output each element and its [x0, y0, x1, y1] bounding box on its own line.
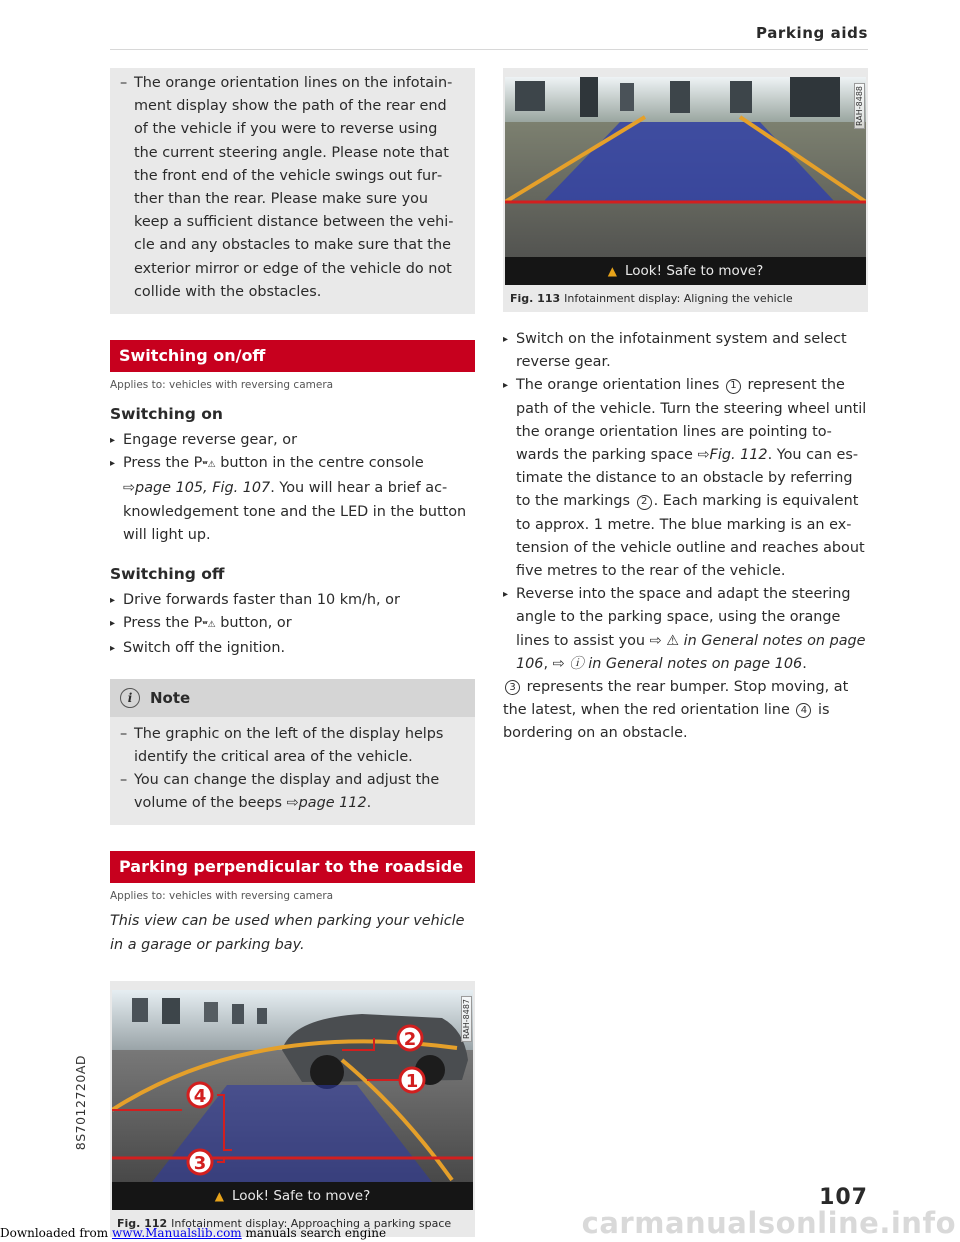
svg-text:4: 4	[193, 1085, 207, 1107]
heading-switching-off: Switching off	[110, 565, 225, 584]
header-rule	[110, 49, 868, 50]
svg-text:1: 1	[405, 1070, 419, 1092]
list-item: ▸ Engage reverse gear, or	[110, 429, 475, 452]
section-title-switching: Switching on/off	[110, 340, 475, 372]
info-icon: i	[120, 688, 140, 708]
applies-to: Applies to: vehicles with reversing camera	[110, 890, 334, 903]
page-reference-link[interactable]: ⇨page 112	[286, 795, 367, 812]
pdc-button-icon: ʷ⚠	[202, 620, 216, 631]
warning-triangle-icon: ▲	[607, 264, 617, 278]
applies-to: Applies to: vehicles with reversing camera	[110, 379, 334, 392]
pdc-button-icon: ʷ⚠	[202, 460, 216, 471]
figure-reference-link[interactable]: ⇨Fig. 112	[697, 447, 768, 464]
figure-caption: Fig. 113 Infotainment display: Aligning the vehicle	[510, 292, 793, 305]
image-tag: RAH-8488	[854, 83, 865, 129]
warning-reference-link[interactable]: ⇨ ⚠ in General notes on page 106	[516, 632, 866, 672]
camera-status-bar	[505, 257, 866, 285]
warning-continuation-box	[110, 68, 475, 314]
download-footer: Downloaded from www.Manualslib.com manuals search engine	[0, 1226, 387, 1240]
camera-image-113	[505, 77, 866, 285]
camera-status-bar	[112, 1182, 473, 1210]
procedure-list	[503, 328, 868, 746]
figure-112	[110, 981, 475, 1237]
document-code: 8S7012720AD	[73, 1055, 88, 1151]
list-item: ▸ The orange orientation lines 1 represent the path of the vehicle. Turn the steering wheel until the orange orientation lines are pointing towards the parking space ⇨Fig. 112. You can estimate the distance to an obstacle by referring to the markings 2 . Each marking is equivalent to approx. 1 metre. The blue marking is an extension of the vehicle outline and reaches about five metres to the rear of the vehicle.	[503, 374, 868, 583]
section-title-perpendicular: Parking perpendicular to the roadside	[110, 851, 475, 883]
heading-switching-on: Switching on	[110, 405, 223, 424]
callout-4: 4	[796, 703, 811, 718]
marker-3	[188, 1150, 212, 1174]
svg-text:3: 3	[193, 1152, 207, 1174]
callout-2: 2	[637, 495, 652, 510]
marker-1	[400, 1068, 424, 1092]
marker-4	[188, 1083, 212, 1107]
svg-text:2: 2	[403, 1028, 417, 1050]
note-header	[110, 679, 475, 717]
list-item: ▸ Drive forwards faster than 10 km/h, or	[110, 589, 475, 612]
list-item: ▸ Press the Pʷ⚠ button in the centre console ⇨page 105, Fig. 107. You will hear a brief acknowledgement tone and the LED in the button will light up.	[110, 452, 475, 547]
figure-caption: Fig. 112 Infotainment display: Approaching a parking space	[117, 1216, 452, 1230]
page-number: 107	[819, 1185, 868, 1210]
list-item: ▸ Reverse into the space and adapt the steering angle to the parking space, using the orange lines to assist you ⇨ ⚠ in General notes on page 106, ⇨ ⓘ in General notes on page 106.	[503, 583, 868, 676]
section-intro: This view can be used when parking your vehicle in a garage or parking bay.	[110, 913, 465, 953]
image-tag: RAH-8487	[461, 996, 472, 1042]
note-item: – The graphic on the left of the display helps identify the critical area of the vehicle.	[120, 723, 465, 769]
list-item: ▸ Switch off the ignition.	[110, 637, 475, 660]
note-box	[110, 679, 475, 826]
left-column	[110, 68, 475, 1237]
camera-image-112	[112, 990, 473, 1210]
camera-status-text: Look! Safe to move?	[625, 263, 764, 279]
warning-item: – The orange orientation lines on the infotainment display show the path of the rear end of the vehicle if you were to reverse using the current steering angle. Please note that the front end of the vehicle swings out further than the rear. Please make sure you keep a sufficient distance between the vehicle and any obstacles to make sure that the exterior mirror or edge of the vehicle do not collide with the obstacles.	[120, 72, 465, 304]
watermark: carmanualsonline.info	[581, 1206, 956, 1240]
callout-3: 3	[505, 680, 520, 695]
running-head: Parking aids	[756, 24, 868, 42]
switching-on-list	[110, 429, 475, 547]
camera-view-graphic	[112, 990, 473, 1210]
camera-view-graphic	[505, 77, 866, 285]
warning-triangle-icon: ▲	[214, 1188, 224, 1203]
note-body	[110, 717, 475, 826]
callout-1: 1	[726, 379, 741, 394]
switching-off-list	[110, 589, 475, 661]
right-column	[503, 68, 868, 746]
note-item: – You can change the display and adjust the volume of the beeps ⇨page 112.	[120, 769, 465, 815]
page-reference-link[interactable]: ⇨page 105, Fig. 107	[123, 480, 271, 497]
camera-status-text: Look! Safe to move?	[232, 1187, 371, 1204]
note-title: Note	[150, 688, 191, 707]
procedure-paragraph: 3 represents the rear bumper. Stop moving, at the latest, when the red orientation line 4 is bordering on an obstacle.	[503, 679, 849, 742]
list-item: ▸ Press the Pʷ⚠ button, or	[110, 612, 475, 637]
figure-113	[503, 68, 868, 312]
list-item: ▸ Switch on the infotainment system and select reverse gear.	[503, 328, 868, 374]
marker-2	[398, 1026, 422, 1050]
manualslib-link[interactable]: www.Manualslib.com	[111, 1226, 242, 1240]
caution-reference-link[interactable]: ⇨ ⓘ in General notes on page 106	[552, 655, 803, 672]
